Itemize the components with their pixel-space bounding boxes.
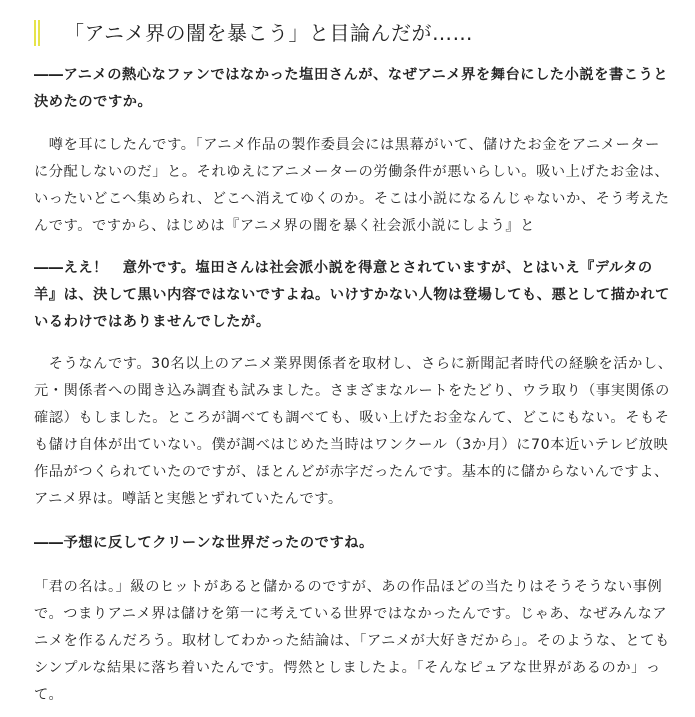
section-heading xyxy=(34,0,674,62)
article xyxy=(34,0,674,709)
interview-question: ――予想に反してクリーンな世界だったのですね。 xyxy=(34,535,374,551)
interview-answer: そうなんです。30名以上のアニメ業界関係者を取材し、さらに新聞記者時代の経験を活かし、元・関係者への聞き込み調査も試みました。さまざまなルートをたどり、ウラ取り（事実関係の確認）もしました。ところが調べても調べても、吸い上げたお金なんて、どこにもない。そもそも儲け自体が出ていない。僕が調べはじめた当時はワンクール（3か月）に70本近いテレビ放映作品がつくられていたのですが、ほとんどが赤字だったんです。基本的に儲からないんですよ、アニメ界は。噂話と実態とずれていたんです。 xyxy=(34,356,673,507)
heading-text: 「アニメ界の闇を暴こう」と目論んだが…… xyxy=(64,21,473,45)
interview-question: ――ええ！ 意外です。塩田さんは社会派小説を得意とされていますが、とはいえ『デルタの羊』は、決して黒い内容ではないですよね。いけすかない人物は登場しても、悪として描かれているわけではありませんでしたが。 xyxy=(34,260,670,330)
interview-answer: 噂を耳にしたんです。「アニメ作品の製作委員会には黒幕がいて、儲けたお金をアニメーターに分配しないのだ」と。それゆえにアニメーターの労働条件が悪いらしい。吸い上げたお金は、いったいどこへ集められ、どこへ消えてゆくのか。そこは小説になるんじゃないか、そう考えたんです。ですから、はじめは『アニメ界の闇を暴く社会派小説にしよう』と xyxy=(34,137,670,234)
interview-answer: 「君の名は。」級のヒットがあると儲かるのですが、あの作品ほどの当たりはそうそうない事例で。つまりアニメ界は儲けを第一に考えている世界ではなかったんです。じゃあ、なぜみんなアニメを作るんだろう。取材してわかった結論は、「アニメが大好きだから」。そのような、とてもシンプルな結果に落ち着いたんです。愕然としましたよ。「そんなピュアな世界があるのか」って。 xyxy=(34,579,670,703)
interview-question: ――アニメの熱心なファンではなかった塩田さんが、なぜアニメ界を舞台にした小説を書こうと決めたのですか。 xyxy=(34,67,669,110)
heading-accent-mark xyxy=(34,20,40,46)
